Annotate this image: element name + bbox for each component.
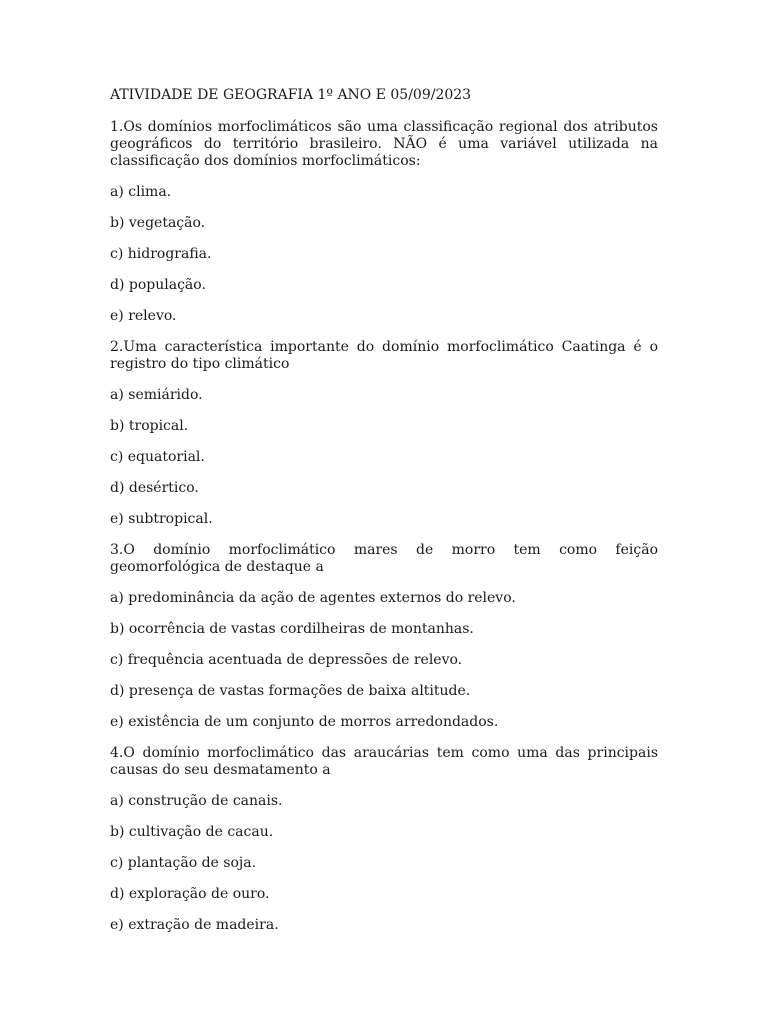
question-4-option-e: e) extração de madeira. (110, 917, 279, 933)
question-3-option-b: b) ocorrência de vastas cordilheiras de montanhas. (110, 621, 474, 637)
question-1-option-a: a) clima. (110, 184, 172, 200)
question-1-option-d: d) população. (110, 277, 206, 293)
question-4-option-d: d) exploração de ouro. (110, 886, 270, 902)
document-page (110, 86, 658, 948)
question-4-option-c: c) plantação de soja. (110, 855, 257, 871)
question-4-option-a: a) construção de canais. (110, 793, 283, 809)
question-2-option-c: c) equatorial. (110, 449, 205, 465)
question-2-option-a: a) semiárido. (110, 387, 203, 403)
question-1-option-b: b) vegetação. (110, 215, 206, 231)
question-1-text: 1.Os domínios morfoclimáticos são uma classificação regional dos atributos geográficos do território brasileiro. NÃO é uma variável utilizada na classificação dos domínios morfoclimáticos: (110, 119, 658, 169)
question-3-option-a: a) predominância da ação de agentes externos do relevo. (110, 590, 516, 606)
question-3-option-e: e) existência de um conjunto de morros arredondados. (110, 714, 499, 730)
question-3-option-d: d) presença de vastas formações de baixa altitude. (110, 683, 471, 699)
question-2-option-d: d) desértico. (110, 480, 199, 496)
question-2-text: 2.Uma característica importante do domínio morfoclimático Caatinga é o registro do tipo climático (110, 339, 658, 372)
question-4-option-b: b) cultivação de cacau. (110, 824, 274, 840)
question-1-option-e: e) relevo. (110, 308, 177, 324)
question-3-text: 3.O domínio morfoclimático mares de morro tem como feição geomorfológica de destaque a (110, 542, 658, 575)
document-title: ATIVIDADE DE GEOGRAFIA 1º ANO E 05/09/2023 (110, 87, 472, 103)
question-2-option-b: b) tropical. (110, 418, 189, 434)
question-3-option-c: c) frequência acentuada de depressões de relevo. (110, 652, 463, 668)
question-4-text: 4.O domínio morfoclimático das araucárias tem como uma das principais causas do seu desmatamento a (110, 745, 658, 778)
question-2-option-e: e) subtropical. (110, 511, 213, 527)
question-1-option-c: c) hidrografia. (110, 246, 212, 262)
